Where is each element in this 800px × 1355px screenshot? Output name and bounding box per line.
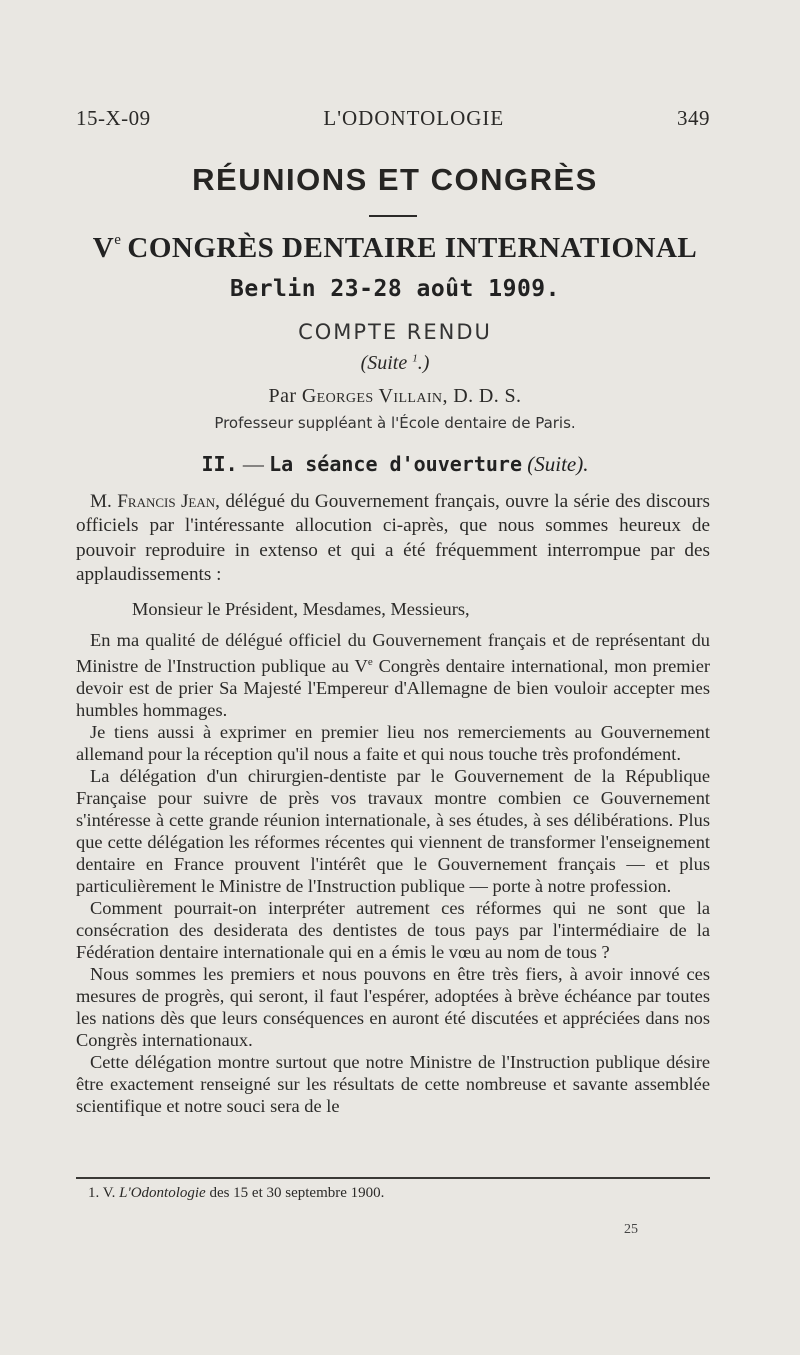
congress-name: CONGRÈS DENTAIRE INTERNATIONAL — [127, 232, 698, 264]
speech-paragraph-6: Cette délégation montre surtout que notre Ministre de l'Instruction publique désire être exactement renseigné sur les résultats de cette nombreuse et savante assemblée scientifique et notre souci sera de le — [76, 1052, 710, 1117]
suite-close: .) — [417, 352, 430, 374]
congress-ordinal: V — [92, 232, 115, 264]
speech-paragraph-2: Je tiens aussi à exprimer en premier lieu nos remerciements au Gouvernement allemand pour la réception qu'il nous a faite et qui nous touche très profondément. — [76, 722, 710, 765]
congress-title — [0, 232, 790, 265]
section-title: RÉUNIONS ET CONGRÈS — [192, 162, 598, 197]
footnote — [88, 1185, 698, 1202]
page-number: 349 — [677, 106, 710, 130]
printer-signature: 25 — [624, 1222, 638, 1237]
subsection-dash: — — [237, 452, 270, 476]
intro-name: Francis Jean — [117, 491, 216, 512]
journal-name: L'ODONTOLOGIE — [323, 106, 505, 130]
intro-body: , délégué du Gouvernement français, ouvre la série des discours officiels par l'intéressante allocution ci-après, que nous sommes heureux de pouvoir reproduire in extenso et qui a été fréquemment interrompue par des applaudissements : — [76, 491, 710, 585]
title-divider — [369, 215, 417, 217]
intro-paragraph — [76, 490, 710, 587]
author-affiliation: Professeur suppléant à l'École dentaire de Paris. — [214, 414, 576, 432]
footnote-number: 1. V. — [88, 1185, 120, 1201]
congress-ordinal-sup: e — [114, 232, 122, 248]
author-degree: , D. D. S. — [442, 385, 522, 407]
running-head — [76, 106, 710, 131]
author-prefix: Par — [268, 385, 302, 407]
speech-paragraph-3: La délégation d'un chirurgien-dentiste par le Gouvernement de la République Française pour suivre de près vos travaux montre combien ce Gouvernement s'intéresse à cette grande réunion internationale, à ses études, à ses délibérations. Plus que cette délégation les réformes récentes qui viennent de transformer l'enseignement dentaire en France prouvent l'intérêt que le Gouvernement français — et plus particulièrement le Ministre de l'Instruction publique — porte à notre profession. — [76, 766, 710, 897]
speech-paragraph-4: Comment pourrait-on interpréter autrement ces réformes qui ne sont que la consécration des desiderata des dentistes de tous pays par l'intermédiaire de la Fédération dentaire internationale qui en a émis le vœu au nom de tous ? — [76, 898, 710, 963]
speech-p1-a: En ma qualité de délégué officiel du Gouvernement français et de représentant du Ministre de l'Instruction publique au V — [76, 630, 710, 677]
subsection-number: II. — [201, 452, 238, 476]
speech-salutation: Monsieur le Président, Mesdames, Messieurs, — [132, 599, 470, 619]
speech-p1-b: Congrès dentaire international, mon premier devoir est de prier Sa Majesté l'Empereur d'Allemagne de bien vouloir accepter mes humbles hommages. — [76, 656, 710, 721]
speech-body — [76, 598, 710, 1117]
author-name: Georges Villain — [301, 385, 443, 407]
speech-p1-sup: e — [367, 656, 373, 668]
suite-text: (Suite — [360, 352, 408, 374]
report-label: COMPTE RENDU — [298, 320, 492, 344]
speech-paragraph-1 — [76, 629, 710, 721]
author-line — [0, 385, 790, 408]
footnote-divider — [76, 1177, 710, 1179]
congress-place-date: Berlin 23-28 août 1909. — [230, 276, 560, 302]
subsection-heading — [0, 452, 790, 477]
footnote-journal: L'Odontologie — [119, 1185, 206, 1201]
intro-prefix: M. — [90, 491, 118, 512]
report-suite — [0, 352, 790, 375]
issue-date: 15-X-09 — [76, 106, 151, 130]
speech-paragraph-5: Nous sommes les premiers et nous pouvons en être très fiers, à avoir innové ces mesures de progrès, qui seront, il faut l'espérer, adoptées à brève échéance par toutes les nations dès que leurs conséquences en auront été discutées et appréciées dans nos Congrès internationaux. — [76, 964, 710, 1051]
footnote-text: des 15 et 30 septembre 1900. — [205, 1185, 385, 1201]
intro-text — [76, 490, 710, 587]
subsection-suite: (Suite). — [522, 452, 589, 476]
subsection-title: La séance d'ouverture — [269, 452, 522, 476]
suite-footnote-ref: 1 — [412, 352, 418, 365]
